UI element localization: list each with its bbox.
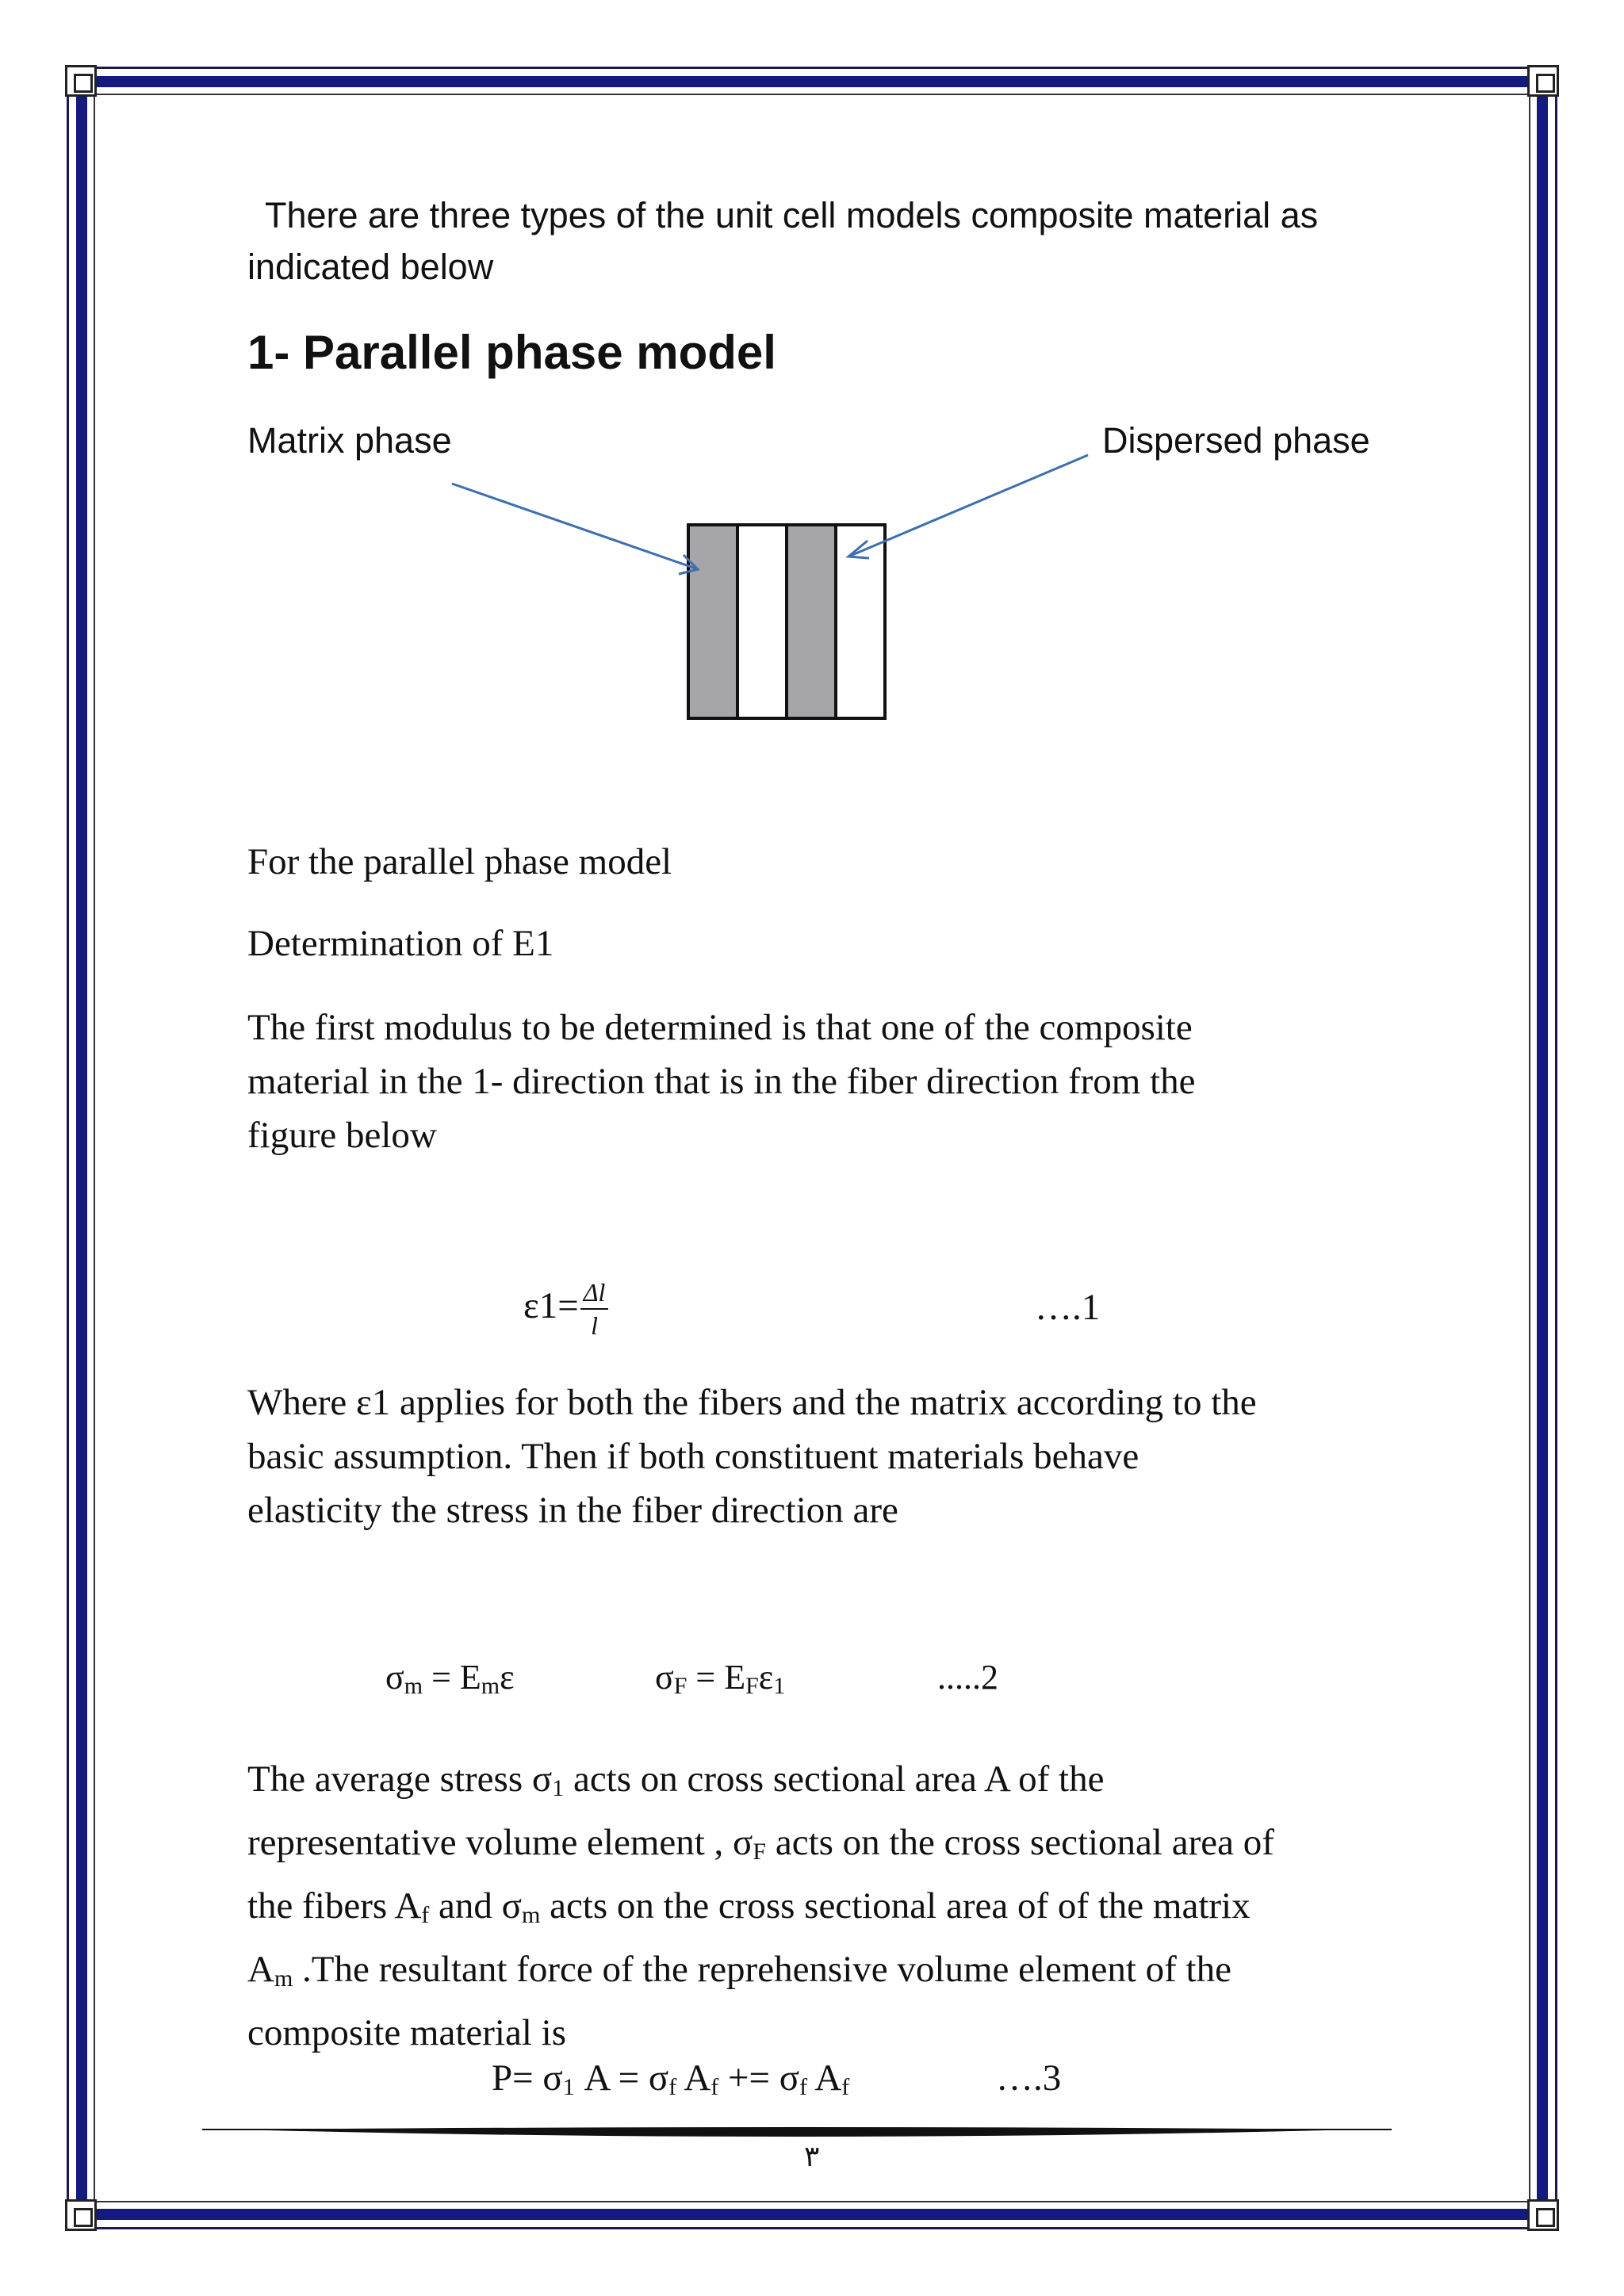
intro-line-1: There are three types of the unit cell models composite material as	[265, 195, 1319, 235]
subscript: m	[521, 1902, 541, 1928]
equation-text: = E	[423, 1658, 481, 1697]
text-parallel-model: For the parallel phase model	[247, 841, 672, 882]
line-text: .The resultant force of the reprehensive volume element of the	[293, 1949, 1231, 1990]
matrix-strip-1	[737, 525, 787, 718]
line-text: and σ	[429, 1885, 522, 1927]
subscript: m	[481, 1673, 500, 1699]
equation-symbol: σ	[385, 1658, 404, 1697]
paragraph-line: elasticity the stress in the fiber direction are	[247, 1490, 898, 1531]
subscript: F	[745, 1673, 759, 1699]
paragraph-strain	[247, 1376, 1405, 1537]
line-text: acts on the cross sectional area of of the matrix	[540, 1885, 1251, 1927]
fiber-strip-2	[787, 525, 836, 718]
paragraph-line: Where ε1 applies for both the fibers and the matrix according to the	[247, 1382, 1257, 1423]
paragraph-average-stress	[247, 1752, 1405, 2060]
line-text: the fibers A	[247, 1885, 422, 1927]
equation-1-number: ….1	[1035, 1287, 1101, 1328]
subscript: m	[404, 1673, 423, 1699]
equation-2-number: .....2	[937, 1658, 998, 1697]
fraction	[580, 1276, 609, 1341]
section-heading: 1- Parallel phase model	[247, 326, 776, 379]
subscript: 1	[552, 1775, 565, 1801]
subscript: f	[710, 2074, 719, 2100]
subscript: f	[668, 2074, 677, 2100]
paragraph-line: material in the 1- direction that is in the fiber direction from the	[247, 1061, 1196, 1102]
paragraph-line: The first modulus to be determined is that one of the composite	[247, 1007, 1193, 1048]
equation-1-lhs: ε1=	[523, 1284, 579, 1326]
subscript: f	[841, 2074, 850, 2100]
equation-2a	[385, 1657, 515, 1700]
paragraph-line	[247, 1942, 1405, 2006]
equation-symbol: σ	[655, 1658, 674, 1697]
line-text: acts on cross sectional area A of the	[564, 1758, 1105, 1800]
subscript: f	[421, 1902, 430, 1928]
line-text: representative volume element , σ	[247, 1822, 753, 1863]
equation-3	[492, 2057, 849, 2101]
page-number: ٣	[804, 2141, 820, 2173]
intro-line-2: indicated below	[247, 247, 494, 287]
subscript: f	[799, 2074, 808, 2100]
matrix-phase-label: Matrix phase	[247, 420, 452, 461]
dispersed-phase-arrow	[848, 455, 1088, 557]
paragraph-line	[247, 1816, 1405, 1879]
fiber-strip-1	[688, 525, 737, 718]
equation-text: A = σ	[574, 2057, 669, 2099]
line-text: A	[247, 1949, 274, 1990]
paragraph-line: figure below	[247, 1115, 437, 1156]
subscript: 1	[773, 1673, 786, 1699]
paragraph-line: composite material is	[247, 2012, 567, 2053]
equation-1	[523, 1276, 608, 1341]
equation-text: A	[807, 2057, 842, 2099]
equation-text: A	[676, 2057, 711, 2099]
equation-text: ε	[500, 1658, 515, 1697]
footer-divider	[202, 2123, 1392, 2142]
equation-2b	[655, 1657, 785, 1700]
equation-text: = E	[687, 1658, 746, 1697]
text-determination-e1: Determination of E1	[247, 923, 554, 964]
equation-text: ε	[758, 1658, 774, 1697]
paragraph-line	[247, 1752, 1405, 1816]
line-text: acts on the cross sectional area of	[766, 1822, 1274, 1863]
subscript: 1	[562, 2074, 575, 2100]
equation-text: += σ	[718, 2057, 800, 2099]
subscript: m	[274, 1965, 293, 1992]
line-text: The average stress σ	[247, 1758, 553, 1800]
fraction-denominator: l	[591, 1311, 599, 1340]
subscript: F	[673, 1673, 688, 1699]
paragraph-first-modulus	[247, 1001, 1405, 1162]
paragraph-line: basic assumption. Then if both constituent materials behave	[247, 1436, 1139, 1477]
matrix-phase-arrow	[452, 484, 698, 569]
matrix-strip-2	[836, 525, 885, 718]
equation-text: P= σ	[492, 2057, 563, 2099]
equation-3-number: ….3	[996, 2057, 1062, 2099]
subscript: F	[753, 1839, 767, 1865]
fraction-numerator: Δl	[580, 1276, 609, 1310]
dispersed-phase-label: Dispersed phase	[1102, 420, 1370, 461]
paragraph-line	[247, 1879, 1405, 1942]
